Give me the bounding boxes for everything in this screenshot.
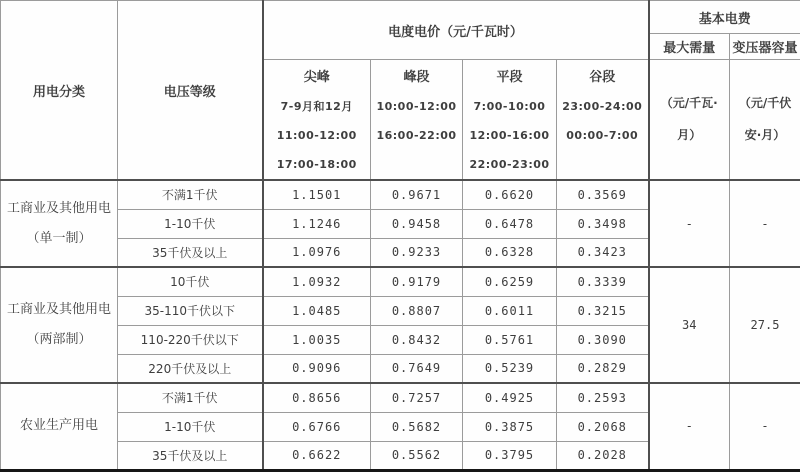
price-cell: 0.2829 xyxy=(557,354,649,383)
price-cell: 0.2593 xyxy=(557,383,649,412)
category-cell xyxy=(1,180,118,267)
voltage-cell: 35千伏及以上 xyxy=(118,441,263,470)
header-period-peak xyxy=(371,60,463,181)
table-row xyxy=(1,383,800,412)
max-demand-cell: 34 xyxy=(649,267,730,383)
price-cell: 0.8656 xyxy=(263,383,371,412)
period-name: 平段 xyxy=(463,63,556,92)
price-cell: 0.5682 xyxy=(371,412,463,441)
period-time: 7-9月和12月 xyxy=(264,92,371,121)
voltage-cell: 1-10千伏 xyxy=(118,412,263,441)
period-time: 23:00-24:00 xyxy=(557,92,648,121)
price-cell: 1.0485 xyxy=(263,296,371,325)
max-demand-cell: - xyxy=(649,180,730,267)
price-cell: 1.1246 xyxy=(263,209,371,238)
price-cell: 0.7649 xyxy=(371,354,463,383)
price-cell: 0.8807 xyxy=(371,296,463,325)
period-time: 16:00-22:00 xyxy=(371,121,462,150)
table-row xyxy=(1,180,800,209)
category-note: （两部制） xyxy=(1,325,117,355)
category-label: 工商业及其他用电 xyxy=(1,295,117,325)
price-cell: 0.6620 xyxy=(463,180,557,209)
category-note: （单一制） xyxy=(1,224,117,254)
price-cell: 0.2068 xyxy=(557,412,649,441)
price-cell: 0.9179 xyxy=(371,267,463,296)
price-cell: 0.5239 xyxy=(463,354,557,383)
price-cell: 0.3875 xyxy=(463,412,557,441)
header-energy-price-group: 电度电价（元/千瓦时） xyxy=(263,1,649,60)
period-name: 谷段 xyxy=(557,63,648,92)
category-cell xyxy=(1,383,118,470)
price-cell: 1.0035 xyxy=(263,325,371,354)
price-cell: 0.3090 xyxy=(557,325,649,354)
voltage-cell: 1-10千伏 xyxy=(118,209,263,238)
price-cell: 0.5562 xyxy=(371,441,463,470)
voltage-cell: 35千伏及以上 xyxy=(118,238,263,267)
period-time: 11:00-12:00 xyxy=(264,121,371,150)
price-cell: 0.8432 xyxy=(371,325,463,354)
price-cell: 0.3215 xyxy=(557,296,649,325)
max-demand-cell: - xyxy=(649,383,730,470)
price-cell: 0.6328 xyxy=(463,238,557,267)
transformer-capacity-cell: - xyxy=(730,180,800,267)
price-cell: 0.6011 xyxy=(463,296,557,325)
price-cell: 0.9096 xyxy=(263,354,371,383)
price-cell: 0.9671 xyxy=(371,180,463,209)
price-cell: 0.9233 xyxy=(371,238,463,267)
period-name: 峰段 xyxy=(371,63,462,92)
table-row xyxy=(1,267,800,296)
voltage-cell: 110-220千伏以下 xyxy=(118,325,263,354)
price-cell: 0.6622 xyxy=(263,441,371,470)
voltage-cell: 不满1千伏 xyxy=(118,180,263,209)
header-period-valley xyxy=(557,60,649,181)
period-time: 22:00-23:00 xyxy=(463,150,556,179)
price-cell: 0.7257 xyxy=(371,383,463,412)
price-cell: 0.9458 xyxy=(371,209,463,238)
transformer-capacity-cell: - xyxy=(730,383,800,470)
voltage-cell: 220千伏及以上 xyxy=(118,354,263,383)
header-period-flat xyxy=(463,60,557,181)
price-cell: 0.3569 xyxy=(557,180,649,209)
category-label: 农业生产用电 xyxy=(1,411,117,441)
price-cell: 1.0932 xyxy=(263,267,371,296)
price-cell: 0.6478 xyxy=(463,209,557,238)
period-time: 7:00-10:00 xyxy=(463,92,556,121)
period-time: 17:00-18:00 xyxy=(264,150,371,179)
price-cell: 1.1501 xyxy=(263,180,371,209)
period-name: 尖峰 xyxy=(264,63,371,92)
category-cell xyxy=(1,267,118,383)
header-max-demand: 最大需量 xyxy=(649,34,730,60)
header-max-demand-unit: （元/千瓦·月） xyxy=(649,60,730,181)
transformer-capacity-cell: 27.5 xyxy=(730,267,800,383)
header-period-sharp-peak xyxy=(263,60,371,181)
voltage-cell: 35-110千伏以下 xyxy=(118,296,263,325)
price-cell: 1.0976 xyxy=(263,238,371,267)
header-voltage-level: 电压等级 xyxy=(118,1,263,181)
header-usage-category: 用电分类 xyxy=(1,1,118,181)
period-time: 00:00-7:00 xyxy=(557,121,648,150)
price-cell: 0.6766 xyxy=(263,412,371,441)
price-cell: 0.2028 xyxy=(557,441,649,470)
price-cell: 0.3423 xyxy=(557,238,649,267)
category-label: 工商业及其他用电 xyxy=(1,194,117,224)
header-row-groups xyxy=(1,1,800,34)
voltage-cell: 10千伏 xyxy=(118,267,263,296)
price-cell: 0.6259 xyxy=(463,267,557,296)
price-cell: 0.3339 xyxy=(557,267,649,296)
voltage-cell: 不满1千伏 xyxy=(118,383,263,412)
price-cell: 0.3795 xyxy=(463,441,557,470)
price-cell: 0.5761 xyxy=(463,325,557,354)
period-time: 10:00-12:00 xyxy=(371,92,462,121)
price-cell: 0.3498 xyxy=(557,209,649,238)
period-time: 12:00-16:00 xyxy=(463,121,556,150)
header-transformer-capacity: 变压器容量 xyxy=(730,34,800,60)
header-transformer-capacity-unit: （元/千伏安·月） xyxy=(730,60,800,181)
header-basic-fee-group: 基本电费 xyxy=(649,1,800,34)
price-cell: 0.4925 xyxy=(463,383,557,412)
